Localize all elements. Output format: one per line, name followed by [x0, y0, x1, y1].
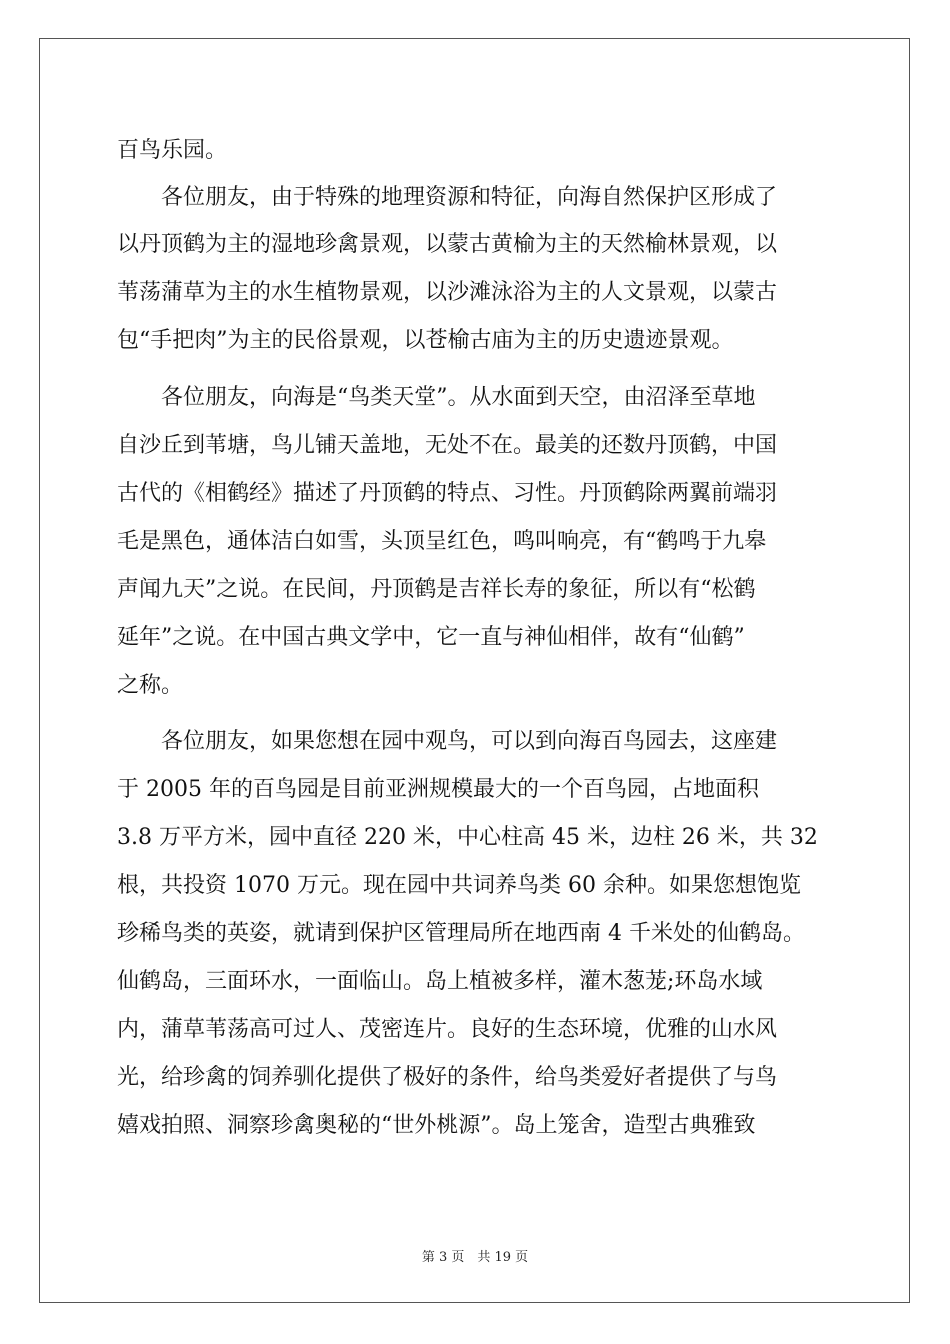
text-line: 内，蒲草苇荡高可过人、茂密连片。良好的生态环境，优雅的山水风 — [117, 1017, 778, 1042]
page-number: 第 3 页 共 19 页 — [421, 1250, 529, 1265]
text-line: 嬉戏拍照、洞察珍禽奥秘的“世外桃源”。岛上笼舍，造型古典雅致 — [117, 1113, 756, 1138]
text-line: 光，给珍禽的饲养驯化提供了极好的条件，给鸟类爱好者提供了与鸟 — [117, 1065, 778, 1090]
text-line: 百鸟乐园。 — [117, 138, 228, 163]
text-line: 仙鹤岛，三面环水，一面临山。岛上植被多样，灌木葱茏;环岛水域 — [117, 969, 763, 994]
text-line: 古代的《相鹤经》描述了丹顶鹤的特点、习性。丹顶鹤除两翼前端羽 — [117, 481, 778, 506]
text-line: 延年”之说。在中国古典文学中，它一直与神仙相伴，故有“仙鹤” — [117, 625, 745, 650]
text-line: 珍稀鸟类的英姿，就请到保护区管理局所在地西南 4 千米处的仙鹤岛。 — [117, 921, 805, 946]
text-line: 各位朋友，由于特殊的地理资源和特征，向海自然保护区形成了 — [117, 185, 778, 210]
text-line: 以丹顶鹤为主的湿地珍禽景观，以蒙古黄榆为主的天然榆林景观，以 — [117, 232, 778, 257]
text-line: 各位朋友，向海是“鸟类天堂”。从水面到天空，由沼泽至草地 — [117, 385, 756, 410]
text-line: 声闻九天”之说。在民间，丹顶鹤是吉祥长寿的象征，所以有“松鹤 — [117, 577, 756, 602]
text-line: 3.8 万平方米，园中直径 220 米，中心柱高 45 米，边柱 26 米，共 32 — [117, 825, 818, 850]
text-line: 毛是黑色，通体洁白如雪，头顶呈红色，鸣叫响亮，有“鹤鸣于九皋 — [117, 529, 767, 554]
text-line: 之称。 — [117, 673, 184, 698]
text-line: 苇荡蒲草为主的水生植物景观，以沙滩泳浴为主的人文景观，以蒙古 — [117, 280, 778, 305]
text-line: 包“手把肉”为主的民俗景观，以苍榆古庙为主的历史遗迹景观。 — [117, 328, 734, 353]
text-line: 各位朋友，如果您想在园中观鸟，可以到向海百鸟园去，这座建 — [117, 729, 778, 754]
text-line: 根，共投资 1070 万元。现在园中共词养鸟类 60 余种。如果您想饱览 — [117, 873, 801, 898]
text-line: 于 2005 年的百鸟园是目前亚洲规模最大的一个百鸟园，占地面积 — [117, 777, 759, 802]
text-line: 自沙丘到苇塘，鸟儿铺天盖地，无处不在。最美的还数丹顶鹤，中国 — [117, 433, 778, 458]
